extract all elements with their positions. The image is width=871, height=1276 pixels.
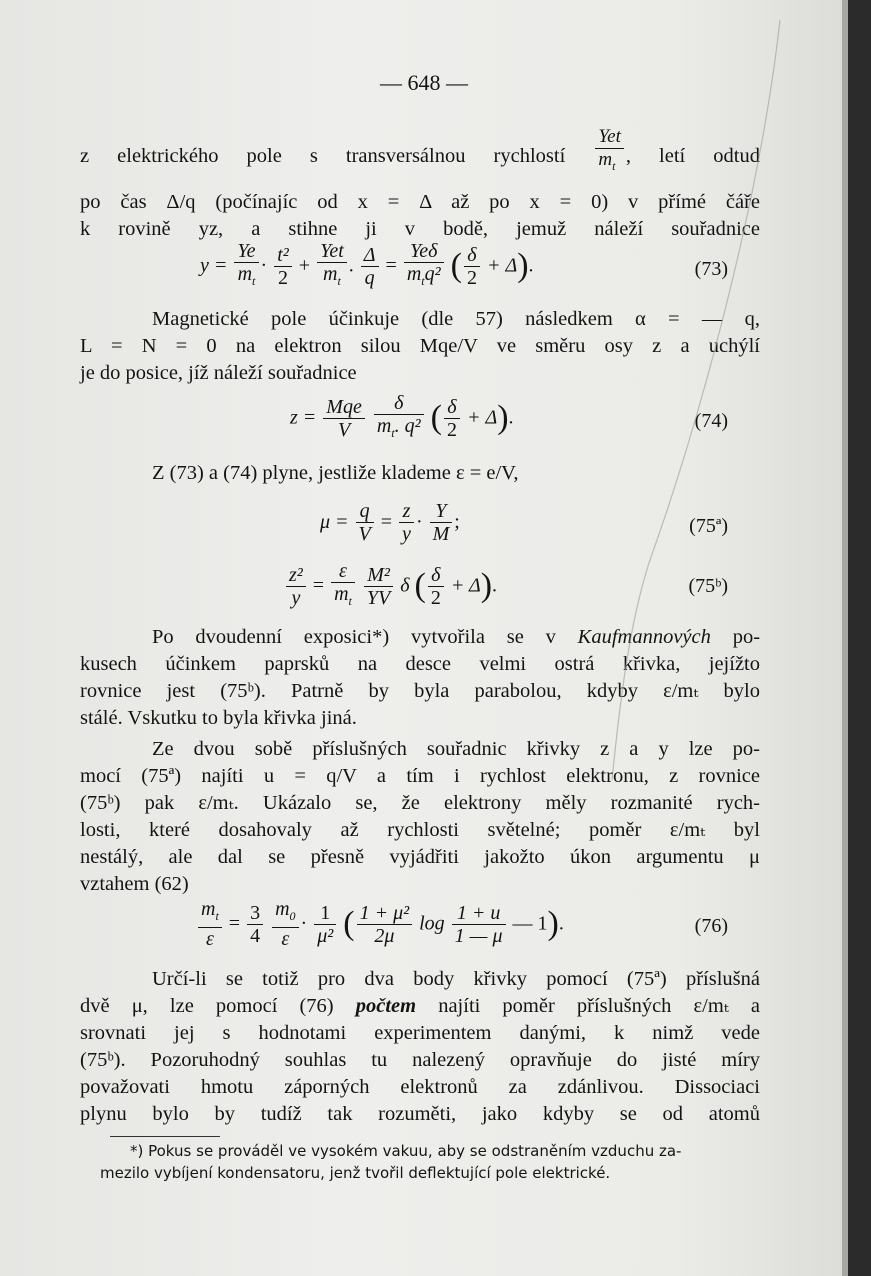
equation-number-75a: (75ª) [689, 515, 728, 537]
paragraph-line: plynu bylo by tudíž tak rozuměti, jako kdyby se od atomů [80, 1103, 760, 1125]
paragraph-line: mocí (75ª) najíti u = q/V a tím i rychlost elektronu, z rovnice [80, 765, 760, 787]
paragraph-line: Z (73) a (74) plyne, jestliže klademe ε = e/V, [152, 462, 519, 484]
paragraph-2 [80, 306, 760, 387]
paragraph-line: Magnetické pole účinkuje (dle 57) následkem α = — q, [152, 308, 760, 330]
paragraph-1 [80, 126, 760, 243]
equation-number-75b: (75ᵇ) [688, 575, 728, 597]
equation-number-73: (73) [694, 258, 728, 280]
equation-number-74: (74) [694, 410, 728, 432]
equation-75a: μ = $\frac{q}{V}$ = $\frac{z}{y}$ · $\frac{Y}{M}$ ; [320, 500, 460, 545]
footnote-line: *) Pokus se prováděl ve vysokém vakuu, aby se odstraněním vzduchu za- [130, 1142, 682, 1160]
paragraph-line: k rovině yz, a stihne ji v bodě, jemuž náleží souřadnice [80, 217, 760, 240]
footnote-divider [110, 1136, 220, 1137]
footnote [100, 1140, 750, 1184]
equation-73: y = $\frac{Ye}{m_t}$ · $\frac{\text{t²}}{2}$ + $\frac{\text{Yet}}{m_t}$ . $\frac{\Delta}{q}$ = $\frac{\text{Yeδ}}{m_tq^2}$ ( $\frac{\delta}{2}$ + Δ). [200, 240, 534, 289]
paragraph-5 [80, 736, 760, 898]
equation-number-76: (76) [694, 915, 728, 937]
paragraph-line: kusech účinkem paprsků na desce velmi ostrá křivka, jejížto [80, 653, 760, 675]
paragraph-line: stálé. Vskutku to byla křivka jiná. [80, 707, 357, 729]
paragraph-line: losti, které dosahovaly až rychlosti světelné; poměr ε/mₜ byl [80, 819, 760, 841]
paragraph-4 [80, 624, 760, 732]
equation-74: z = $\frac{\text{Mqe}}{V}$ $\frac{\delta}{m_t. q^2}$ ( $\frac{\delta}{2}$ + Δ). [290, 392, 514, 441]
paragraph-line: Po dvoudenní exposici*) vytvořila se v Kaufmannových po- [152, 626, 761, 648]
paragraph-6 [80, 966, 760, 1128]
paragraph-3 [80, 460, 760, 487]
page-edge-dark [848, 0, 871, 1276]
equation-76: $\frac{m_t}{\varepsilon}$ = $\frac{3}{4}$ $\frac{m_0}{\varepsilon}$ · $\frac{1}{\text{μ²}}$ ( $\frac{\text{1 + μ²}}{2\mu}$ log $\frac{1 + u}{1 — \mu}$ — 1). [196, 898, 564, 950]
paragraph-line: (75ᵇ) pak ε/mₜ. Ukázalo se, že elektrony měly rozmanité rych- [80, 792, 760, 814]
paragraph-line: vztahem (62) [80, 873, 189, 895]
paragraph-line: dvě μ, lze pomocí (76) počtem najíti poměr příslušných ε/mₜ a [80, 995, 761, 1017]
paragraph-line: považovati hmotu záporných elektronů za zdánlivou. Dissociaci [80, 1076, 760, 1098]
paragraph-line: (75ᵇ). Pozoruhodný souhlas tu nalezený opravňuje do jisté míry [80, 1049, 760, 1071]
paragraph-line: rovnice jest (75ᵇ). Patrně by byla parabolou, kdyby ε/mₜ bylo [80, 680, 760, 702]
footnote-line: mezilo vybíjení kondensatoru, jenž tvořil deflektující pole elektrické. [100, 1164, 611, 1182]
paragraph-line: z elektrického pole s transversálnou rychlostí $\frac{\text{Yet}}{m_t}$ , letí odtud [80, 126, 760, 173]
page-number: — 648 — [380, 70, 468, 95]
paragraph-line: srovnati jej s hodnotami experimentem danými, k nimž vede [80, 1022, 760, 1044]
paragraph-line: po čas Δ/q (počínajíc od x = Δ až po x = 0) v přímé čáře [80, 190, 760, 213]
equation-75b: $\frac{\text{z²}}{y}$ = $\frac{\varepsilon}{m_t}$ $\frac{\text{M²}}{YV}$ δ ( $\frac{\delta}{2}$ + Δ). [284, 560, 497, 612]
paragraph-line: nestálý, ale dal se přesně vyjádřiti jakožto úkon argumentu μ [80, 846, 760, 868]
paragraph-line: je do posice, jíž náleží souřadnice [80, 362, 357, 384]
paragraph-line: Ze dvou sobě příslušných souřadnic křivky z a y lze po- [152, 738, 760, 760]
paragraph-line: L = N = 0 na elektron silou Mqe/V ve směru osy z a uchýlí [80, 335, 760, 357]
paragraph-line: Určí-li se totiž pro dva body křivky pomocí (75ª) příslušná [152, 968, 760, 990]
